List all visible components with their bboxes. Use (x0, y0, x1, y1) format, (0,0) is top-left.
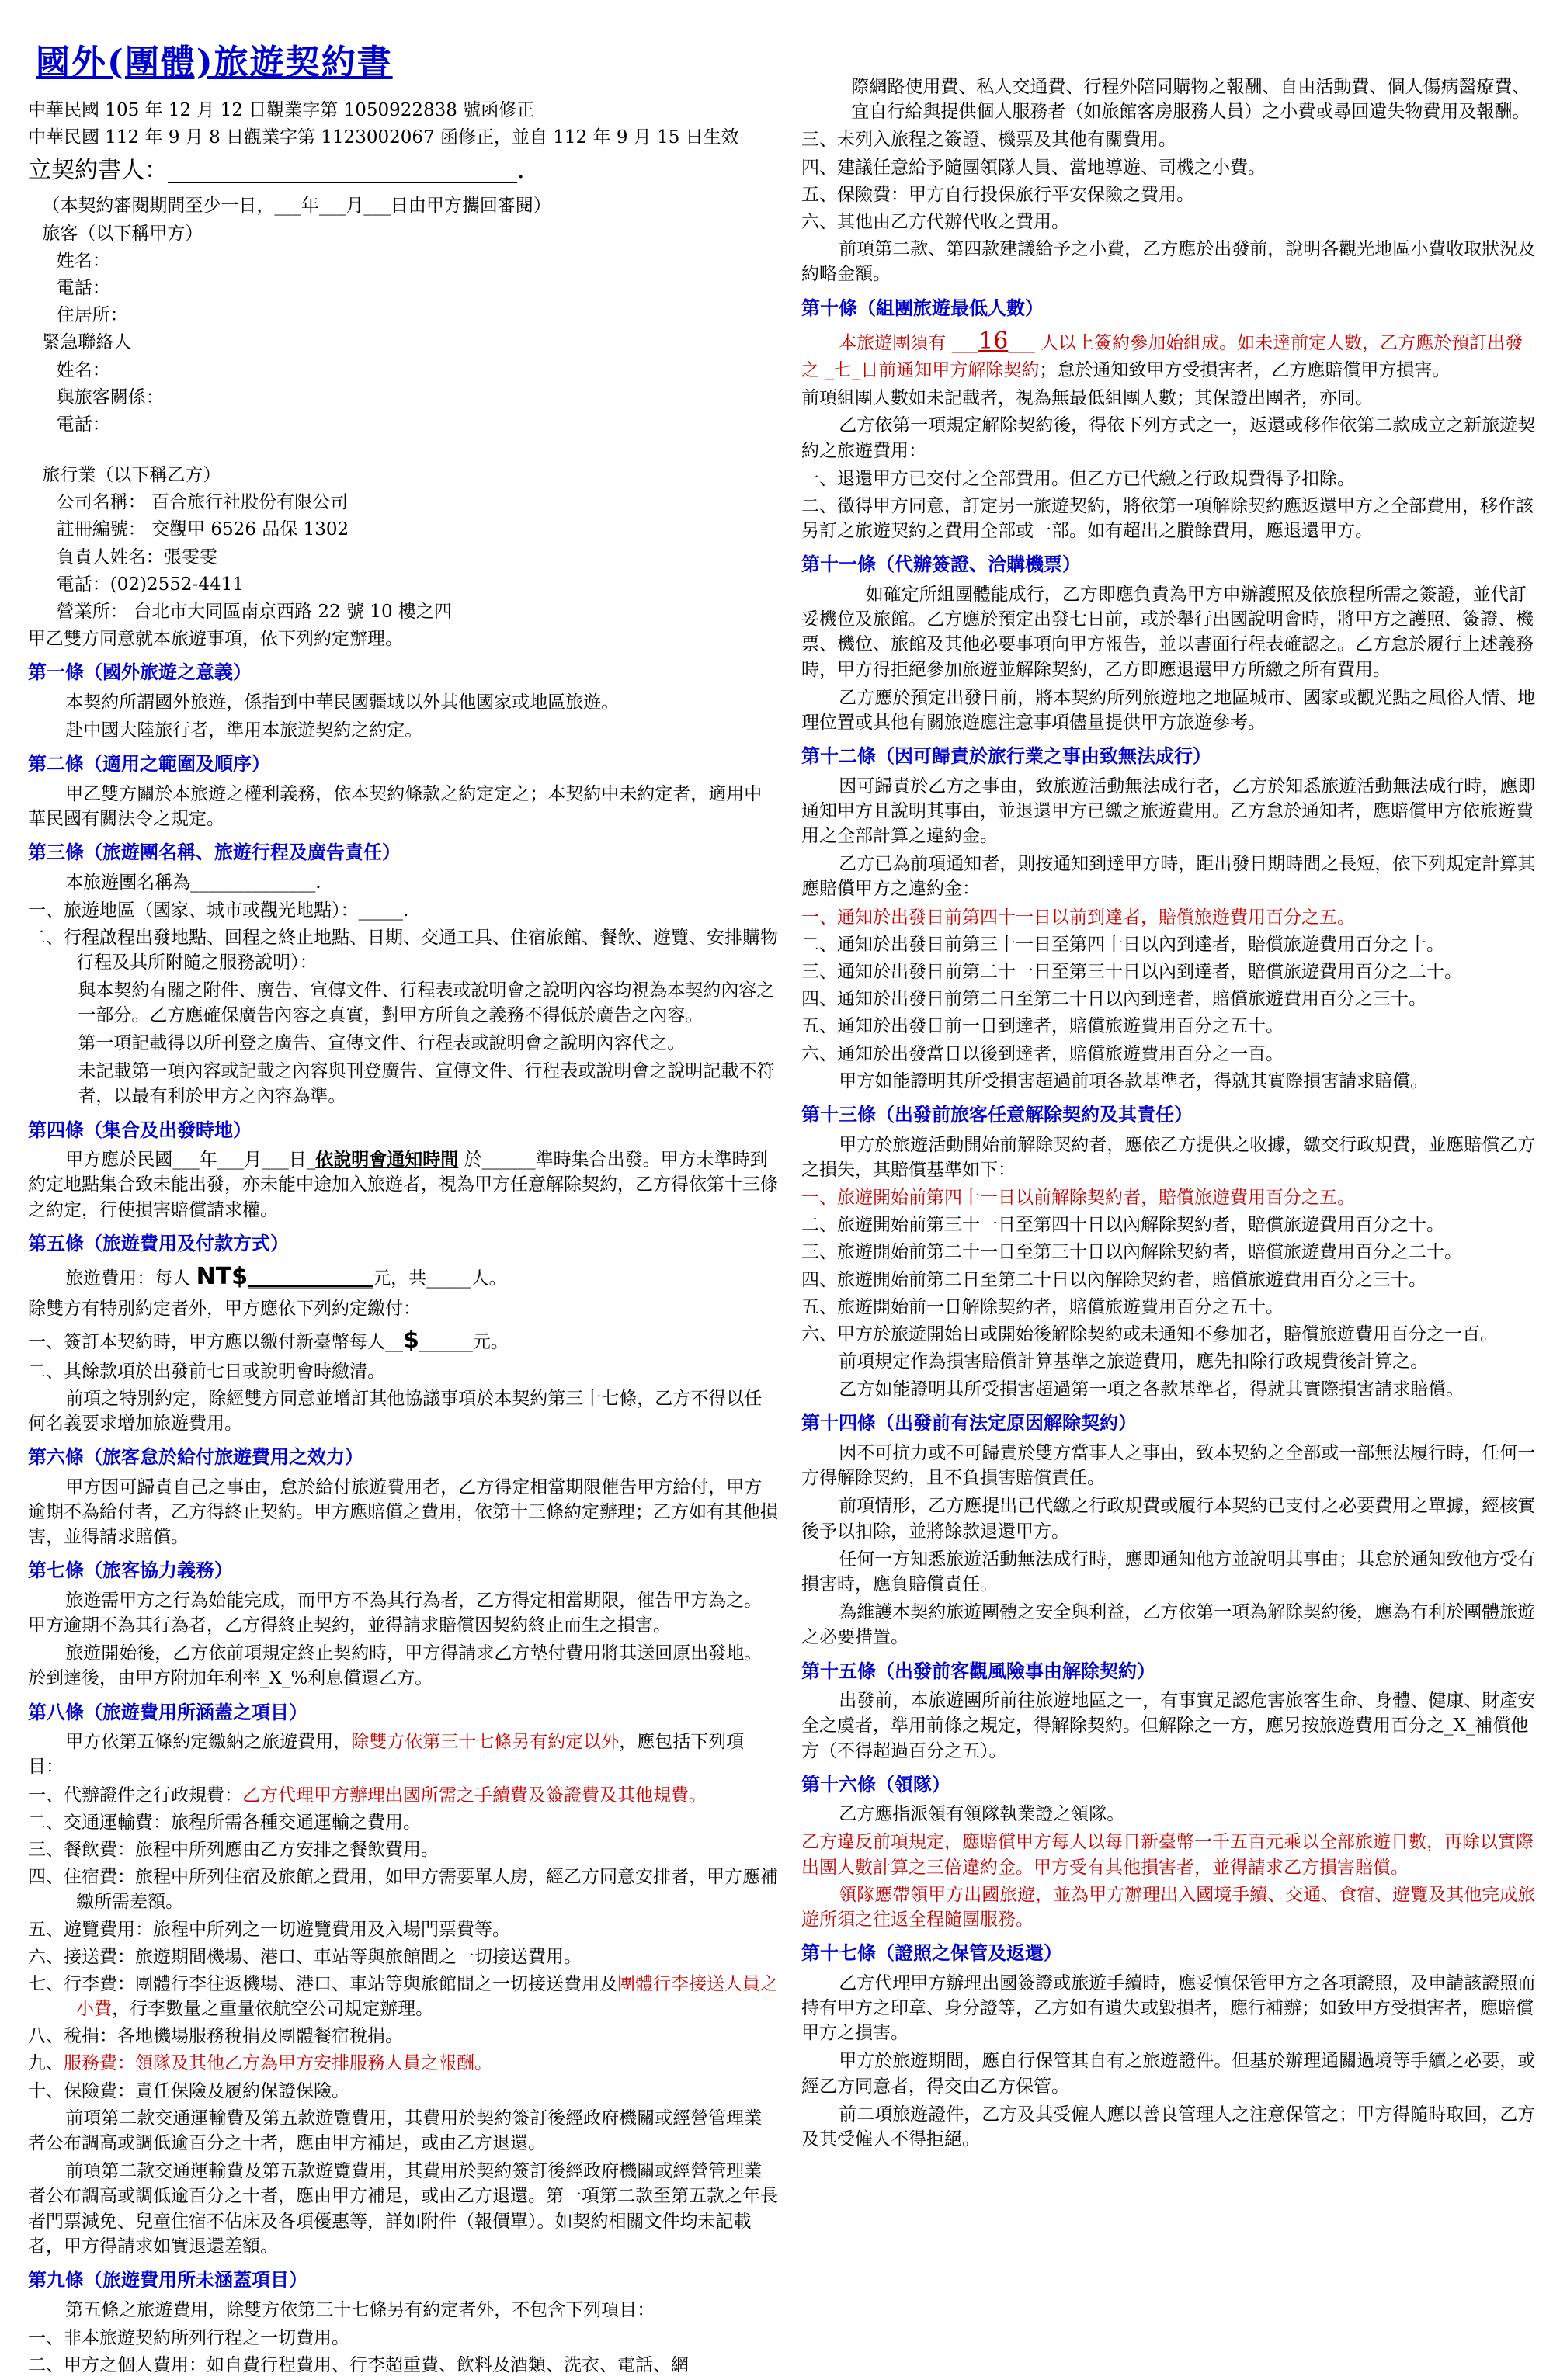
paragraph (28, 870, 780, 895)
emergency-phone-field (28, 412, 780, 437)
text-segment: 六、其他由乙方代辦代收之費用。 (801, 211, 1069, 232)
paragraph (801, 852, 1541, 901)
article-6-heading (28, 1444, 780, 1470)
text-segment: 第十條（組團旅遊最低人數） (801, 296, 1044, 319)
text-segment: ___ (1008, 333, 1035, 354)
paragraph (28, 1031, 780, 1056)
list-item (28, 1359, 780, 1384)
text-segment: 中華民國 112 年 9 月 8 日觀業字第 1123002067 函修正，並自 112 年 9 月 15 日生效 (28, 127, 739, 148)
paragraph (28, 1475, 780, 1550)
text-segment: 際網路使用費、私人交通費、行程外陪同購物之報酬、自由活動費、個人傷病醫療費、宜自行給與提供個人服務者（如旅館客房服務人員）之小費或尋回遺失物費用及報酬。 (851, 77, 1530, 123)
text-segment: 營業所： 台北市大同區南京西路 22 號 10 樓之四 (56, 602, 452, 622)
text-segment: 人。 (471, 1268, 507, 1289)
text-segment: 六、通知於出發當日以後到達者，賠償旅遊費用百分之一百。 (801, 1043, 1284, 1064)
text-segment: 16 (978, 328, 1009, 356)
text-segment: 電話：(02)2552-4411 (56, 574, 244, 595)
list-item (801, 182, 1541, 207)
text-segment: 第六條（旅客怠於給付旅遊費用之效力） (28, 1445, 363, 1469)
text-segment: ，應包括下列項目： (28, 1732, 745, 1778)
list-item (801, 905, 1541, 930)
list-item (801, 1213, 1541, 1237)
text-segment: 前二項旅遊證件，乙方及其受僱人應以善良管理人之注意保管之；甲方得隨時取回，乙方及其受僱人不得拒絕。 (801, 2104, 1536, 2149)
list-item (28, 1945, 780, 1969)
article-13-heading (801, 1102, 1541, 1128)
paragraph (801, 1600, 1541, 1650)
text-segment: 甲方於旅遊期間，應自行保管其自有之旅遊證件。但基於辦理通關過境等手續之必要，或經乙方同意者，得交由乙方保管。 (801, 2051, 1536, 2097)
paragraph (28, 1588, 780, 1638)
text-segment: _____ (358, 900, 403, 921)
text-segment: 與本契約有關之附件、廣告、宣傳文件、行程表或說明會之說明內容均視為本契約內容之一部分。乙方應確保廣告內容之真實，對甲方所負之義務不得低於廣告之內容。 (78, 980, 775, 1025)
document-title: 國外(團體)旅遊契約書 (36, 43, 393, 82)
paragraph (801, 325, 1541, 383)
text-segment: 旅行業（以下稱乙方） (42, 465, 221, 486)
right-column-blocks (801, 75, 1541, 2152)
article-8-heading (28, 1699, 780, 1726)
traveler-phone-field (28, 276, 780, 300)
list-item (28, 1865, 780, 1914)
text-segment: 赴中國大陸旅行者，準用本旅遊契約之約定。 (65, 720, 423, 741)
text-segment: 緊急聯絡人 (42, 332, 132, 353)
article-12-heading (801, 743, 1541, 769)
traveler-address-field (28, 303, 780, 328)
text-segment: 甲方如能證明其所受損害超過前項各款基準者，得就其實際損害請求賠償。 (839, 1070, 1429, 1091)
text-segment: 三、旅遊開始前第二十一日至第三十日以內解除契約者，賠償旅遊費用百分之二十。 (801, 1242, 1462, 1263)
list-item (28, 1810, 780, 1835)
text-segment: 一、代辦證件之行政規費： (28, 1785, 242, 1806)
text-segment: _七_ (825, 360, 861, 381)
article-4-heading (28, 1117, 780, 1143)
text-segment: 一、非本旅遊契約所列行程之一切費用。 (28, 2327, 349, 2348)
list-item (28, 2024, 780, 2049)
text-segment: 前項之特別約定，除經雙方同意並增訂其他協議事項於本契約第三十七條，乙方不得以任何名義要求增加旅遊費用。 (28, 1388, 763, 1434)
text-segment: 甲乙雙方同意就本旅遊事項，依下列約定辦理。 (28, 629, 403, 650)
agency-owner-name (28, 545, 780, 570)
text-segment: 乙方已為前項通知者，則按通知到達甲方時，距出發日期時間之長短，依下列規定計算其應賠償甲方之違約金： (801, 854, 1536, 900)
list-item (801, 155, 1541, 180)
text-segment: 住居所： (56, 305, 128, 326)
paragraph (801, 386, 1541, 411)
text-segment: ______ (419, 1331, 473, 1352)
paragraph (801, 1830, 1541, 1879)
text-segment: ______________ (190, 872, 316, 893)
text-segment: $ (403, 1326, 419, 1354)
paragraph (28, 1641, 780, 1691)
article-2-heading (28, 751, 780, 777)
text-segment: （本契約審閱期間至少一日，___年___月___日由甲方攜回審閱） (42, 196, 551, 217)
text-segment: ；怠於通知致甲方受損害者，乙方應賠償甲方損害。 (1039, 360, 1451, 381)
paragraph (28, 1296, 780, 1321)
text-segment: 電話： (56, 277, 110, 298)
text-segment: 一、旅遊開始前第四十一日以前解除契約者，賠償旅遊費用百分之五。 (801, 1187, 1355, 1208)
text-segment: 二、交通運輸費：旅程所需各種交通運輸之費用。 (28, 1812, 421, 1833)
text-segment: 第十三條（出發前旅客任意解除契約及其責任） (801, 1102, 1193, 1126)
text-segment: 旅遊需甲方之行為始能完成，而甲方不為其行為者，乙方得定相當期限，催告甲方為之。甲方逾期不為其行為者，乙方得終止契約，並得請求賠償因契約終止而生之損害。 (28, 1590, 763, 1636)
text-segment: 前項規定作為損害賠償計算基準之旅遊費用，應先扣除行政規費後計算之。 (839, 1351, 1429, 1372)
article-3-heading (28, 839, 780, 866)
emergency-name-field (28, 358, 780, 383)
amendment-line-2 (28, 125, 780, 150)
paragraph (28, 2106, 780, 2156)
contracting-parties-line (28, 154, 780, 187)
text-segment: 本旅遊團名稱為 (65, 872, 191, 893)
text-segment: 第三條（旅遊團名稱、旅遊行程及廣告責任） (28, 841, 401, 864)
list-item (28, 2051, 780, 2076)
paragraph (28, 1729, 780, 1779)
paragraph (28, 690, 780, 715)
list-item (801, 959, 1541, 984)
text-segment: 未記載第一項內容或記載之內容與刊登廣告、宣傳文件、行程表或說明會之說明記載不符者，以最有利於甲方之內容為準。 (78, 1061, 775, 1107)
text-segment: 如確定所組團體能成行，乙方即應負責為甲方申辦護照及依旅程所需之簽證，並代訂妥機位及旅館。乙方應於預定出發七日前，或於舉行出國說明會時，將甲方之護照、簽證、機票、機位、旅館及其他必要事項向甲方報告，並以書面行程表確認之。乙方怠於履行上述義務時，甲方得拒絕參加旅遊並解除契約，乙方即應退還甲方所繳之所有費用。 (801, 585, 1534, 680)
text-segment: 六、接送費：旅遊期間機場、港口、車站等與旅館間之一切接送費用。 (28, 1946, 582, 1967)
text-segment: 日前通知甲方解除契約 (860, 360, 1040, 381)
text-segment: 五、旅遊開始前一日解除契約者，賠償旅遊費用百分之五十。 (801, 1296, 1284, 1317)
text-segment: 本旅遊團須有 (839, 333, 952, 354)
text-segment: 六、甲方於旅遊開始日或開始後解除契約或未通知不參加者，賠償旅遊費用百分之一百。 (801, 1324, 1498, 1344)
text-segment: 姓名： (56, 250, 110, 271)
list-item (28, 898, 780, 923)
list-item (801, 1240, 1541, 1265)
text-segment: 二、甲方之個人費用：如自費行程費用、行李超重費、飲料及酒類、洗衣、電話、網 (28, 2354, 689, 2375)
text-segment: 四、建議任意給予隨團領隊人員、當地導遊、司機之小費。 (801, 157, 1266, 178)
agency-company-name (28, 490, 780, 515)
text-segment: 九、 (28, 2053, 64, 2074)
text-segment: 前項情形，乙方應提出已代繳之行政規費或履行本契約已支付之必要費用之單據，經核實後予以扣除，並將餘款退還甲方。 (801, 1496, 1536, 1542)
text-segment: 中華民國 105 年 12 月 12 日觀業字第 1050922838 號函修正 (28, 100, 535, 120)
text-segment: 第十六條（領隊） (801, 1772, 950, 1795)
paragraph (801, 1971, 1541, 2046)
paragraph (801, 1802, 1541, 1827)
list-item (801, 987, 1541, 1011)
article-5-heading (28, 1230, 780, 1257)
text-segment: 第四條（集合及出發時地） (28, 1118, 252, 1141)
text-segment: 乙方如能證明其所受損害超過第一項之各款基準者，得就其實際損害請求賠償。 (839, 1379, 1464, 1400)
traveler-name-field (28, 248, 780, 273)
right-column (801, 75, 1541, 2155)
text-segment: 為維護本契約旅遊團體之安全與利益，乙方依第一項為解除契約後，應為有利於團體旅遊之必要措置。 (801, 1602, 1536, 1648)
text-segment: 與旅客關係： (56, 387, 164, 408)
text-segment: 乙方應指派領有領隊執業證之領隊。 (839, 1804, 1125, 1825)
text-segment: 除雙方有特別約定者外，甲方應依下列約定繳付： (28, 1299, 421, 1320)
paragraph (28, 2159, 780, 2259)
list-item (28, 1972, 780, 2021)
left-column-blocks (28, 98, 780, 2378)
text-segment: 七、行李費：團體行李往返機場、港口、車站等與旅館間之一切接送費用及 (28, 1973, 617, 1994)
text-segment: 領隊應帶領甲方出國旅遊，並為甲方辦理出入國境手續、交通、食宿、遊覽及其他完成旅遊所須之往返全程隨團服務。 (801, 1884, 1536, 1931)
text-segment: 三、通知於出發日前第二十一日至第三十日以內到達者，賠償旅遊費用百分之二十。 (801, 962, 1462, 983)
text-segment: 服務費：領隊及其他乙方為甲方安排服務人員之報酬。 (64, 2053, 492, 2074)
agreement-line (28, 626, 780, 651)
text-segment: 十、保險費：責任保險及履約保證保險。 (28, 2080, 349, 2101)
paragraph (801, 2102, 1541, 2152)
text-segment: 立契約書人： (28, 157, 168, 185)
paragraph (801, 1349, 1541, 1374)
paragraph (28, 2298, 780, 2323)
text-segment: 一、簽訂本契約時，甲方應以繳付新臺幣每人 (28, 1331, 385, 1352)
list-item (28, 925, 780, 975)
text-segment: 乙方應於預定出發日前，將本契約所列旅遊地之地區城市、國家或觀光點之風俗人情、地理位置或其他有關旅遊應注意事項儘量提供甲方旅遊參考。 (801, 687, 1536, 733)
text-segment: ，行李數量之重量依航空公司規定辦理。 (112, 1999, 434, 2020)
text-segment: ___ (951, 333, 979, 354)
article-16-heading (801, 1771, 1541, 1798)
article-7-heading (28, 1557, 780, 1584)
text-segment: 二、其餘款項於出發前七日或說明會時繳清。 (28, 1361, 385, 1382)
list-item (801, 127, 1541, 152)
emergency-contact-label (28, 330, 780, 355)
paragraph-continuation (801, 75, 1541, 124)
text-segment: 八、稅捐：各地機場服務稅捐及團體餐宿稅捐。 (28, 2026, 403, 2047)
text-segment: 甲乙雙方關於本旅遊之權利義務，依本契約條款之約定定之；本契約中未約定者，適用中華民國有關法令之規定。 (28, 783, 763, 830)
text-segment: 二、行程啟程出發地點、回程之終止地點、日期、交通工具、住宿旅館、餐飲、遊覽、安排購物行程及其所附隨之服務說明）： (28, 928, 778, 973)
text-segment: 二、通知於出發日前第三十一日至第四十日以內到達者，賠償旅遊費用百分之十。 (801, 934, 1444, 955)
article-17-heading (801, 1940, 1541, 1966)
paragraph (801, 1377, 1541, 1402)
text-segment: 第五條（旅遊費用及付款方式） (28, 1231, 289, 1254)
list-item (28, 2353, 780, 2378)
text-segment: . (403, 900, 409, 921)
paragraph (28, 1147, 780, 1223)
text-segment: 三、未列入旅程之簽證、機票及其他有關費用。 (801, 130, 1176, 151)
text-segment: 除雙方依第三十七條另有約定以外 (351, 1732, 620, 1753)
agency-address (28, 599, 780, 624)
text-segment: 第五條之旅遊費用，除雙方依第三十七條另有約定者外，不包含下列項目： (65, 2299, 655, 2320)
text-segment: 負責人姓名：張雯雯 (56, 546, 217, 567)
paragraph (801, 1441, 1541, 1490)
list-item (28, 2079, 780, 2104)
text-segment: 乙方代理甲方辦理出國所需之手續費及簽證費及其他規費。 (242, 1785, 707, 1806)
text-segment: 五、通知於出發日前一日到達者，賠償旅遊費用百分之五十。 (801, 1016, 1284, 1037)
text-segment: 旅遊費用：每人 (65, 1268, 196, 1289)
paragraph (28, 1059, 780, 1108)
list-item (801, 210, 1541, 234)
text-segment: 前項第二款交通運輸費及第五款遊覽費用，其費用於契約簽訂後經政府機關或經營管理業者公布調高或調低逾百分之十者，應由甲方補足，或由乙方退還。 (28, 2108, 763, 2153)
text-segment: 二、徵得甲方同意，訂定另一旅遊契約，將依第一項解除契約應返還甲方之全部費用，移作該另訂之旅遊契約之費用全部或一部。如有超出之賸餘費用，應退還甲方。 (801, 496, 1534, 542)
emergency-relation-field (28, 385, 780, 410)
text-segment: 第十七條（證照之保管及返還） (801, 1941, 1062, 1965)
article-10-heading (801, 295, 1541, 321)
list-item (801, 1185, 1541, 1210)
text-segment: 於______準時集合出發。甲方未準時到約定地點集合致未能出發，亦未能中途加入旅遊者，視為甲方任意解除契約，乙方得依第十三條之約定，行使損害賠償請求權。 (28, 1150, 778, 1220)
list-item (28, 1783, 780, 1808)
paragraph (801, 1133, 1541, 1182)
paragraph (801, 685, 1541, 735)
paragraph (28, 1386, 780, 1436)
text-segment: NT$ (196, 1263, 248, 1291)
article-14-heading (801, 1410, 1541, 1436)
text-segment: 五、保險費：甲方自行投保旅行平安保險之費用。 (801, 184, 1194, 205)
paragraph (801, 1494, 1541, 1543)
list-item (28, 1324, 780, 1357)
text-segment: 第八條（旅遊費用所涵蓋之項目） (28, 1700, 307, 1723)
agency-registration-no (28, 517, 780, 542)
list-item (801, 1042, 1541, 1067)
list-item (28, 1837, 780, 1862)
text-segment: 旅客（以下稱甲方） (42, 223, 203, 244)
text-segment: 第九條（旅遊費用所未涵蓋項目） (28, 2267, 307, 2291)
text-segment: 乙方代理甲方辦理出國簽證或旅遊手續時，應妥慎保管甲方之各項證照，及申請該證照而持有甲方之印章、身分證等，乙方如有遺失或毀損者，應行補辦；如致甲方受損害者，應賠償甲方之損害。 (801, 1972, 1536, 2044)
article-9-heading (28, 2267, 780, 2293)
text-segment: 甲方依第五條約定繳納之旅遊費用， (65, 1732, 352, 1753)
list-item (28, 2326, 780, 2351)
text-segment: 任何一方知悉旅遊活動無法成行時，應即通知他方並說明其事由；其怠於通知致他方受有損害時，應負賠償責任。 (801, 1549, 1536, 1594)
paragraph (801, 774, 1541, 849)
text-segment: ______________________________ (168, 157, 517, 185)
paragraph (801, 1688, 1541, 1764)
text-segment: 出發前，本旅遊團所前往旅遊地區之一，有事實足認危害旅客生命、身體、健康、財產安全之虞者，準用前條之規定，得解除契約。但解除之一方，應另按旅遊費用百分之_X_補償他方（不得超過百分之五）。 (801, 1691, 1536, 1761)
text-segment: 第一項記載得以所刊登之廣告、宣傳文件、行程表或說明會之說明內容代之。 (78, 1033, 686, 1054)
text-segment: 前項第二款、第四款建議給予之小費，乙方應於出發前，說明各觀光地區小費收取狀況及約略金額。 (801, 239, 1536, 285)
text-segment: 姓名： (56, 359, 110, 380)
agency-phone (28, 572, 780, 597)
text-segment: 元，共 (373, 1268, 427, 1289)
text-segment: ______________ (248, 1268, 373, 1289)
text-segment: 公司名稱： 百合旅行社股份有限公司 (56, 492, 349, 513)
text-segment: 甲方應於民國___年___月___日_ (65, 1150, 316, 1171)
text-segment: 註冊編號： 交觀甲 6526 品保 1302 (56, 519, 349, 540)
text-segment: 人以上簽約參加始組成。如未達前定人數，乙方應於預訂出發之 (801, 333, 1523, 381)
text-segment: 第十二條（因可歸責於旅行業之事由致無法成行） (801, 744, 1211, 768)
review-period-line (28, 193, 780, 218)
text-segment: 甲方因可歸責自己之事由，怠於給付旅遊費用者，乙方得定相當期限催告甲方給付，甲方逾期不為給付者，乙方得終止契約。甲方應賠償之費用，依第十三條約定辦理；乙方如有其他損害，並得請求賠償。 (28, 1476, 778, 1548)
text-segment: 旅遊開始後，乙方依前項規定終止契約時，甲方得請求乙方墊付費用將其送回原出發地。於到達後，由甲方附加年利率_X_%利息償還乙方。 (28, 1643, 763, 1689)
text-segment: 四、旅遊開始前第二日至第二十日以內解除契約者，賠償旅遊費用百分之三十。 (801, 1269, 1426, 1290)
paragraph (28, 1261, 780, 1293)
paragraph (28, 782, 780, 831)
text-segment: 二、旅遊開始前第三十一日至第四十日以內解除契約者，賠償旅遊費用百分之十。 (801, 1215, 1444, 1236)
paragraph (801, 582, 1541, 682)
text-segment: __ (385, 1331, 403, 1352)
text-segment: 電話： (56, 414, 110, 435)
left-column (28, 34, 780, 2380)
text-segment: 第二條（適用之範圍及順序） (28, 752, 270, 775)
list-item (801, 932, 1541, 957)
list-item (801, 467, 1541, 491)
text-segment: 乙方違反前項規定，應賠償甲方每人以每日新臺幣一千五百元乘以全部旅遊日數，再除以實際出團人數計算之三倍違約金。甲方受有其他損害者，並得請求乙方損害賠償。 (801, 1832, 1534, 1878)
paragraph (801, 237, 1541, 286)
list-item (801, 1295, 1541, 1320)
paragraph (801, 1882, 1541, 1932)
list-item (801, 1322, 1541, 1347)
text-segment: 元。 (472, 1331, 509, 1352)
article-11-heading (801, 551, 1541, 578)
text-segment: 因不可抗力或不可歸責於雙方當事人之事由，致本契約之全部或一部無法履行時，任何一方得解除契約，且不負損害賠償責任。 (801, 1443, 1536, 1489)
text-segment: 四、住宿費：旅程中所列住宿及旅館之費用，如甲方需要單人房，經乙方同意安排者，甲方應補繳所需差額。 (28, 1867, 778, 1913)
list-item (28, 1917, 780, 1942)
text-segment: 依說明會通知時間 (315, 1150, 459, 1171)
text-segment: 第十四條（出發前有法定原因解除契約） (801, 1411, 1137, 1435)
spacer (28, 439, 780, 463)
amendment-line-1 (28, 98, 780, 123)
text-segment: 前項組團人數如未記載者，視為無最低組團人數；其保證出團者，亦同。 (801, 388, 1373, 409)
paragraph (801, 413, 1541, 463)
text-segment: 第十五條（出發前客觀風險事由解除契約） (801, 1659, 1155, 1682)
text-segment: 第十一條（代辦簽證、洽購機票） (801, 553, 1081, 576)
text-segment: 三、餐飲費：旅程中所列應由乙方安排之餐飲費用。 (28, 1839, 439, 1860)
text-segment: 一、旅遊地區（國家、城市或觀光地點）： (28, 900, 359, 921)
text-segment: . (517, 157, 525, 185)
text-segment: 四、通知於出發日前第二日至第二十日以內到達者，賠償旅遊費用百分之三十。 (801, 989, 1426, 1010)
paragraph (28, 978, 780, 1028)
text-segment: 甲方於旅遊活動開始前解除契約者，應依乙方提供之收據，繳交行政規費，並應賠償乙方之損失，其賠償基準如下： (801, 1134, 1536, 1180)
text-segment: 第七條（旅客協力義務） (28, 1559, 233, 1582)
paragraph (801, 2049, 1541, 2098)
text-segment: 本契約所謂國外旅遊，係指到中華民國疆域以外其他國家或地區旅遊。 (65, 692, 620, 713)
text-segment: . (315, 872, 321, 893)
text-segment: 一、退還甲方已交付之全部費用。但乙方已代繳之行政規費得予扣除。 (801, 468, 1355, 489)
agency-label (28, 463, 780, 487)
text-segment: _____ (426, 1268, 471, 1289)
paragraph (28, 718, 780, 743)
article-15-heading (801, 1658, 1541, 1684)
paragraph (801, 1547, 1541, 1597)
paragraph (801, 1069, 1541, 1094)
list-item (801, 1014, 1541, 1039)
text-segment: 五、遊覽費用：旅程中所列之一切遊覽費用及入場門票費等。 (28, 1919, 510, 1940)
text-segment: 前項第二款交通運輸費及第五款遊覽費用，其費用於契約簽訂後經政府機關或經營管理業者公布調高或調低逾百分之十者，應由甲方補足，或由乙方退還。第一項第二款至第五款之年長者門票減免、兒童住宿不佔床及各項優惠等，詳如附件（報價單）。如契約相關文件均未記載者，甲方得請求如實退還差額。 (28, 2161, 778, 2257)
text-segment: 因可歸責於乙方之事由，致旅遊活動無法成行者，乙方於知悉旅遊活動無法成行時，應即通知甲方且說明其事由，並退還甲方已繳之旅遊費用。乙方怠於通知者，應賠償甲方依旅遊費用之全部計算之違約金。 (801, 775, 1536, 847)
list-item (801, 1268, 1541, 1292)
traveler-label (28, 221, 780, 246)
text-segment: 一、通知於出發日前第四十一日以前到達者，賠償旅遊費用百分之五。 (801, 907, 1355, 928)
text-segment: 乙方依第一項規定解除契約後，得依下列方式之一，返還或移作依第二款成立之新旅遊契約之旅遊費用： (801, 415, 1536, 461)
text-segment: 團體行李接送人員之小費 (76, 1973, 778, 2020)
text-segment: 第一條（國外旅遊之意義） (28, 661, 252, 684)
list-item (801, 494, 1541, 543)
article-1-heading (28, 659, 780, 685)
